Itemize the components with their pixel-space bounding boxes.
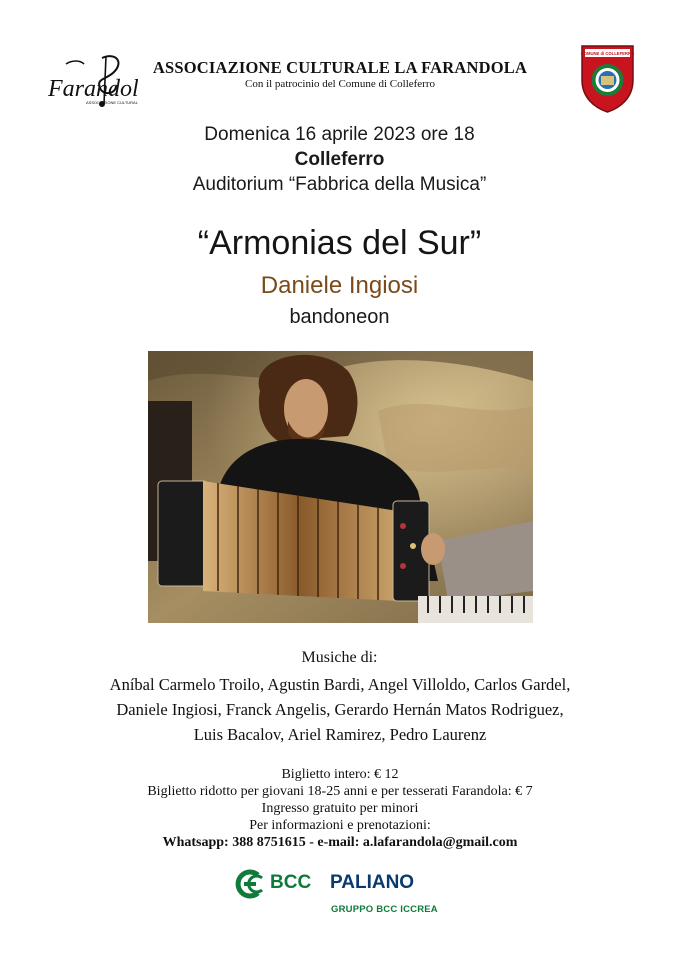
group-label: GRUPPO BCC ICCREA [331, 904, 438, 915]
logo-text: Farando [48, 76, 132, 102]
event-city: Colleferro [294, 149, 385, 170]
crest-text: COMUNE di COLLEFERRO [580, 51, 635, 56]
colleferro-crest-icon [580, 44, 635, 114]
ticket-full-price: Biglietto intero: € 12 [281, 767, 399, 782]
contact-line[interactable]: Whatsapp: 388 8751615 - e-mail: a.lafarandola@gmail.com [162, 835, 518, 850]
ticket-free-entry: Ingresso gratuito per minori [261, 801, 419, 816]
bcc-mark-icon [232, 866, 268, 902]
performer-photo [148, 351, 533, 623]
performer-name: Daniele Ingiosi [260, 272, 419, 299]
ticket-info [40, 766, 640, 851]
concert-title: “Armonias del Sur” [197, 224, 482, 262]
instrument-label: bandoneon [289, 306, 390, 328]
patronage-text: Con il patrocinio del Comune di Colleferro [244, 78, 436, 90]
bcc-paliano-logo [232, 866, 452, 918]
logo-small-text: ASSOCIAZIONE CULTURALE [86, 100, 138, 105]
ticket-reduced-price: Biglietto ridotto per giovani 18-25 anni e per tesserati Farandola: € 7 [147, 784, 533, 799]
composers-list [60, 672, 620, 747]
composers-line: Luis Bacalov, Ariel Ramirez, Pedro Laurenz [193, 725, 487, 744]
event-venue: Auditorium “Fabbrica della Musica” [192, 174, 487, 195]
paliano-label: PALIANO [330, 872, 415, 893]
composers-line: Daniele Ingiosi, Franck Angelis, Gerardo Hernán Matos Rodriguez, [116, 700, 564, 719]
bcc-label: BCC [270, 872, 312, 893]
farandola-logo [46, 52, 138, 110]
event-date: Domenica 16 aprile 2023 ore 18 [204, 124, 475, 145]
association-name: ASSOCIAZIONE CULTURALE LA FARANDOLA [152, 58, 528, 77]
booking-info: Per informazioni e prenotazioni: [249, 818, 431, 833]
music-heading: Musiche di: [301, 649, 378, 666]
composers-line: Aníbal Carmelo Troilo, Agustin Bardi, Angel Villoldo, Carlos Gardel, [109, 675, 571, 694]
